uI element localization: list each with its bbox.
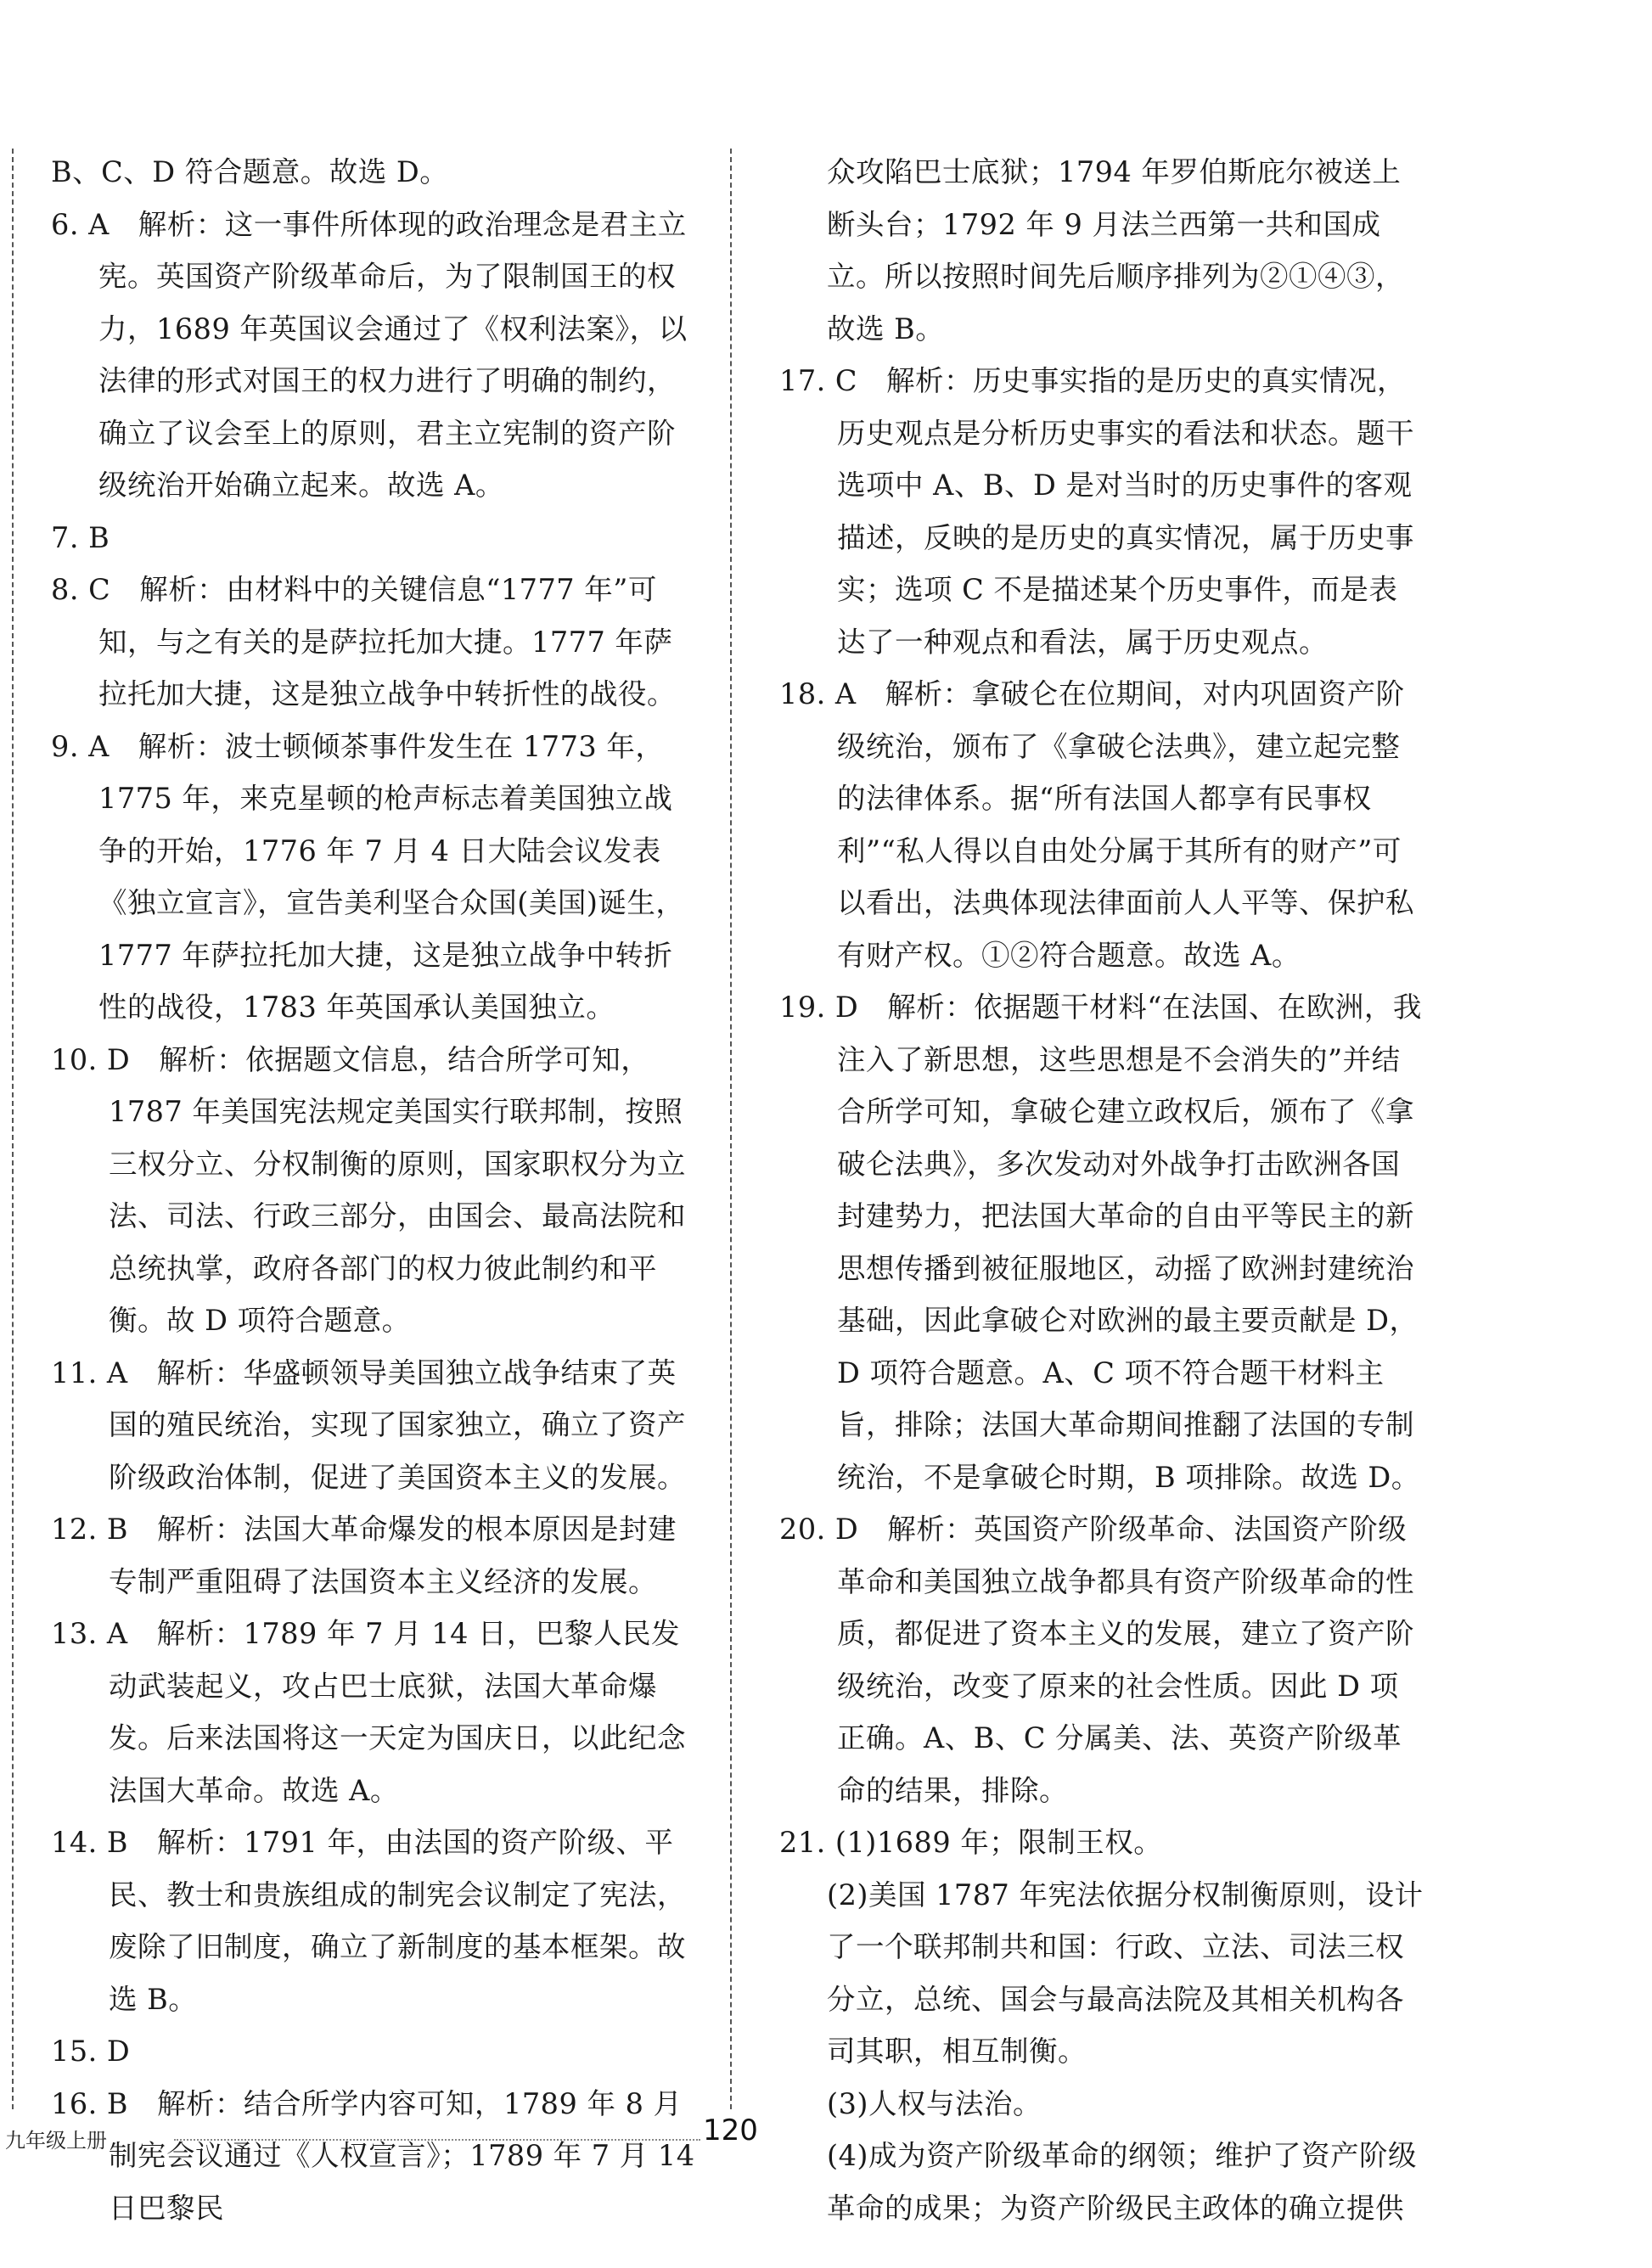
answer-entry: 10. D 解析：依据题文信息，结合所学可知，1787 年美国宪法规定美国实行联邦制，按照三权分立、分权制衡的原则，国家职权分为立法、司法、行政三部分，由国会、最高法院和总统执掌，政府各部门的权力彼此制约和平衡。故 D 项符合题意。: [51, 1042, 686, 1337]
answer-entry: (2)美国 1787 年宪法依据分权制衡原则，设计了一个联邦制共和国：行政、立法、司法三权分立，总统、国会与最高法院及其相关机构各司其职，相互制衡。: [827, 1878, 1424, 2068]
answer-entry: (3)人权与法治。: [827, 2086, 1042, 2120]
answer-entry: 17. C 解析：历史事实指的是历史的真实情况，历史观点是分析历史事实的看法和状态。题干选项中 A、B、D 是对当时的历史事件的客观描述，反映的是历史的真实情况，属于历史事实；选项 C 不是描述某个历史事件，而是表达了一种观点和看法，属于历史观点。: [779, 364, 1414, 659]
answer-entry: 13. A 解析：1789 年 7 月 14 日，巴黎人民发动武装起义，攻占巴士底狱，法国大革命爆发。后来法国将这一天定为国庆日，以此纪念法国大革命。故选 A。: [51, 1617, 686, 1807]
answer-entry: 21. (1)1689 年；限制王权。: [779, 1826, 1163, 1859]
left-column: [51, 146, 696, 2234]
answer-entry: 16. B 解析：结合所学内容可知，1789 年 8 月制宪会议通过《人权宣言》；1789 年 7 月 14 日巴黎民: [51, 2086, 695, 2225]
answer-entry: 11. A 解析：华盛顿领导美国独立战争结束了英国的殖民统治，实现了国家独立，确立了资产阶级政治体制，促进了美国资本主义的发展。: [51, 1356, 686, 1494]
center-cut-line: [730, 149, 732, 2109]
answer-entry: 12. B 解析：法国大革命爆发的根本原因是封建专制严重阻碍了法国资本主义经济的发展。: [51, 1513, 677, 1598]
footer-dotted-rule: [174, 2139, 700, 2141]
answer-entry: (4)成为资产阶级革命的纲领；维护了资产阶级革命的成果；为资产阶级民主政体的确立提供: [827, 2139, 1417, 2225]
page-number: 120: [703, 2114, 758, 2147]
answer-entry: 20. D 解析：英国资产阶级革命、法国资产阶级革命和美国独立战争都具有资产阶级革命的性质，都促进了资本主义的发展，建立了资产阶级统治，改变了原来的社会性质。因此 D 项正确。A、B、C 分属美、法、英资产阶级革命的结果，排除。: [779, 1513, 1414, 1807]
answer-entry: 众攻陷巴士底狱；1794 年罗伯斯庇尔被送上断头台；1792 年 9 月法兰西第一共和国成立。所以按照时间先后顺序排列为②①④③，故选 B。: [827, 155, 1404, 345]
answer-entry: 18. A 解析：拿破仑在位期间，对内巩固资产阶级统治，颁布了《拿破仑法典》，建立起完整的法律体系。据“所有法国人都享有民事权利”“私人得以自由处分属于其所有的财产”可以看出，法典体现法律面前人人平等、保护私有财产权。①②符合题意。故选 A。: [779, 677, 1414, 972]
answer-entry: 15. D: [51, 2035, 131, 2068]
answer-entry: 9. A 解析：波士顿倾茶事件发生在 1773 年，1775 年，来克星顿的枪声标志着美国独立战争的开始，1776 年 7 月 4 日大陆会议发表《独立宣言》，宣告美利坚合众国(美国)诞生，1777 年萨拉托加大捷，这是独立战争中转折性的战役，1783 年英国承认美国独立。: [51, 729, 685, 1024]
right-column: [779, 146, 1424, 2234]
answer-entry: 6. A 解析：这一事件所体现的政治理念是君主立宪。英国资产阶级革命后，为了限制国王的权力，1689 年英国议会通过了《权利法案》，以法律的形式对国王的权力进行了明确的制约，确立了议会至上的原则，君主立宪制的资产阶级统治开始确立起来。故选 A。: [51, 207, 688, 502]
answer-entry: 8. C 解析：由材料中的关键信息“1777 年”可知，与之有关的是萨拉托加大捷。1777 年萨拉托加大捷，这是独立战争中转折性的战役。: [51, 573, 676, 710]
answer-entry: 7. B: [51, 520, 110, 554]
page-footer: [0, 2114, 1652, 2164]
answer-entry: 14. B 解析：1791 年，由法国的资产阶级、平民、教士和贵族组成的制宪会议制定了宪法，废除了旧制度，确立了新制度的基本框架。故选 B。: [51, 1826, 686, 2016]
answer-entry: B、C、D 符合题意。故选 D。: [51, 155, 449, 188]
left-cut-line: [12, 149, 14, 2109]
answer-entry: 19. D 解析：依据题干材料“在法国、在欧洲，我注入了新思想，这些思想是不会消失的”并结合所学可知，拿破仑建立政权后，颁布了《拿破仑法典》，多次发动对外战争打击欧洲各国封建势力，把法国大革命的自由平等民主的新思想传播到被征服地区，动摇了欧洲封建统治基础，因此拿破仑对欧洲的最主要贡献是 D，D 项符合题意。A、C 项不符合题干材料主旨，排除；法国大革命期间推翻了法国的专制统治，不是拿破仑时期，B 项排除。故选 D。: [779, 991, 1422, 1494]
grade-label: 九年级上册: [5, 2129, 107, 2153]
